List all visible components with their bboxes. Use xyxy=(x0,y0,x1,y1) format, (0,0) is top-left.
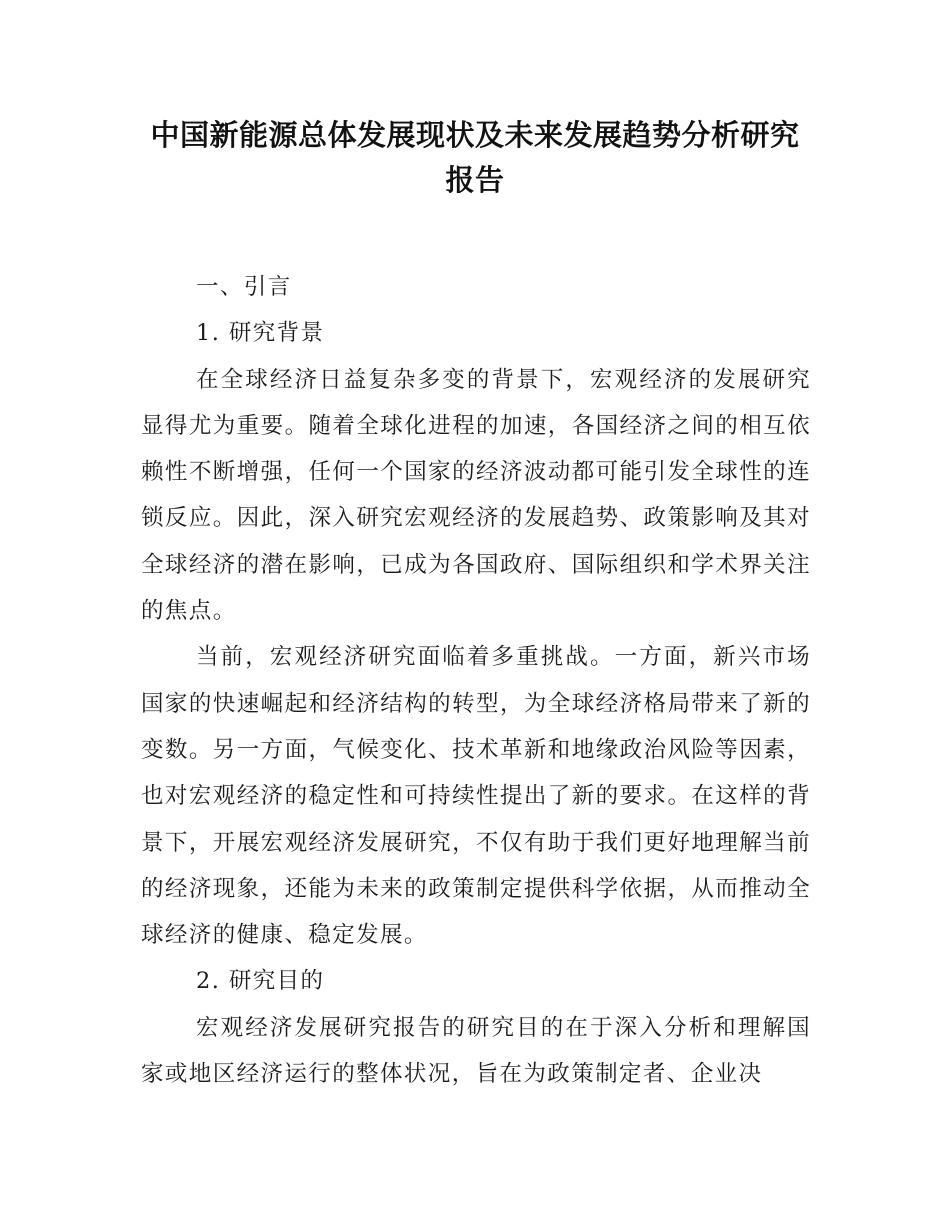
section-heading-intro: 一、引言 xyxy=(196,274,292,300)
paragraph-purpose-1: 宏观经济发展研究报告的研究目的在于深入分析和理解国家或地区经济运行的整体状况，旨在为政策制定者、企业决 xyxy=(141,1014,811,1088)
document-body xyxy=(141,264,811,1097)
paragraph-background-2: 当前，宏观经济研究面临着多重挑战。一方面，新兴市场国家的快速崛起和经济结构的转型，为全球经济格局带来了新的变数。另一方面，气候变化、技术革新和地缘政治风险等因素，也对宏观经济的稳定性和可持续性提出了新的要求。在这样的背景下，开展宏观经济发展研究，不仅有助于我们更好地理解当前的经济现象，还能为未来的政策制定提供科学依据，从而推动全球经济的健康、稳定发展。 xyxy=(141,644,811,949)
document-title: 中国新能源总体发展现状及未来发展趋势分析研究报告 xyxy=(150,118,800,197)
subsection-heading-purpose: 2. 研究目的 xyxy=(196,968,325,995)
subsection-heading-background: 1. 研究背景 xyxy=(196,320,325,347)
paragraph-background-1: 在全球经济日益复杂多变的背景下，宏观经济的发展研究显得尤为重要。随着全球化进程的加速，各国经济之间的相互依赖性不断增强，任何一个国家的经济波动都可能引发全球性的连锁反应。因此，深入研究宏观经济的发展趋势、政策影响及其对全球经济的潜在影响，已成为各国政府、国际组织和学术界关注的焦点。 xyxy=(141,366,811,625)
